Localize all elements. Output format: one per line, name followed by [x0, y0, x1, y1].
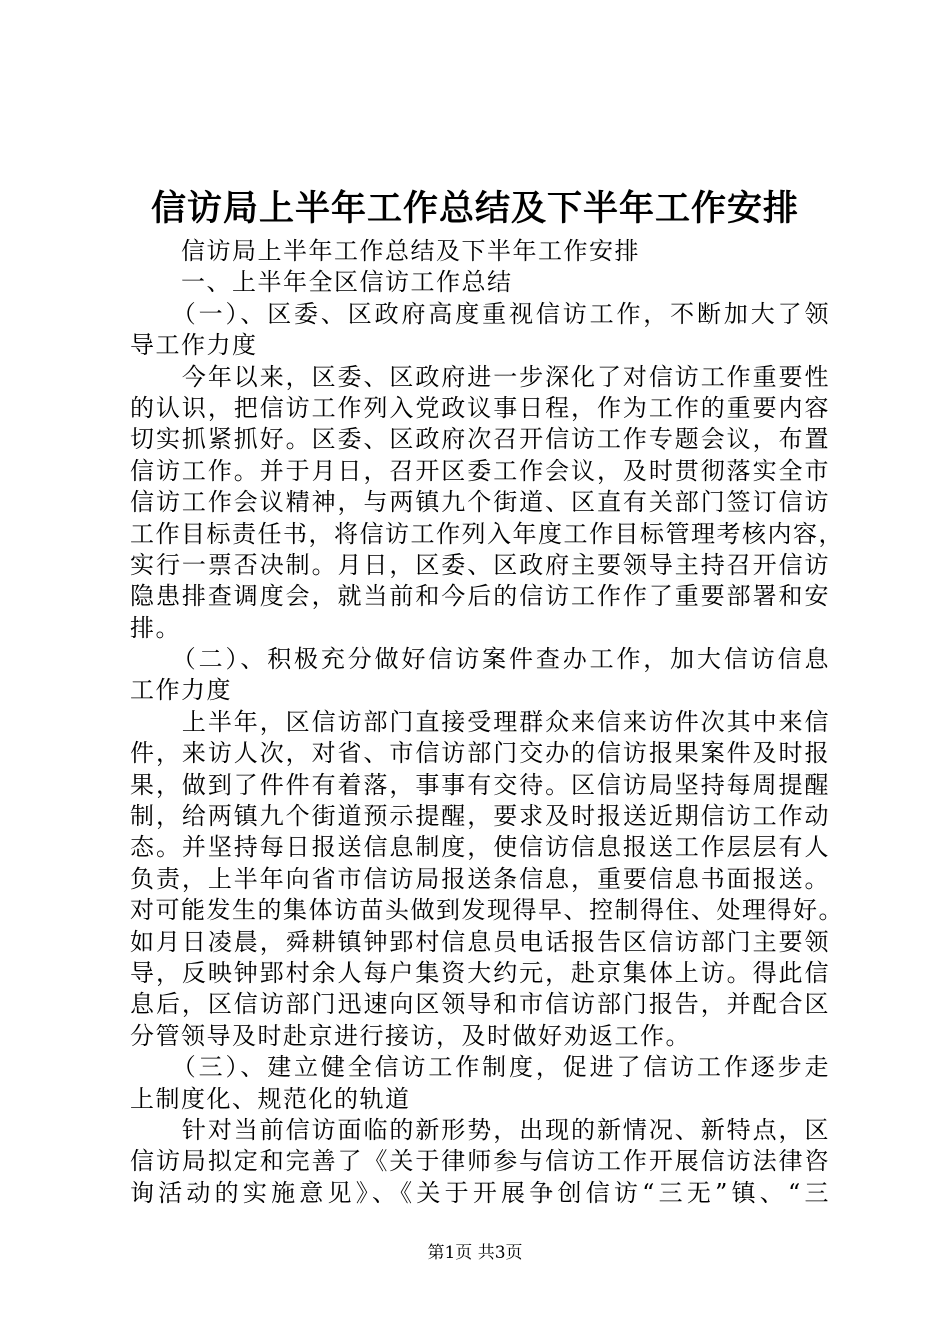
body-line: 件，来访人次，对省、市信访部门交办的信访报果案件及时报	[130, 739, 830, 768]
body-line: 对可能发生的集体访苗头做到发现得早、控制得住、处理得好。	[130, 896, 844, 925]
body-line: 的认识，把信访工作列入党政议事日程，作为工作的重要内容	[130, 393, 830, 422]
body-line: 果，做到了件件有着落，事事有交待。区信访局坚持每周提醒	[130, 770, 830, 799]
body-line: （一）、区委、区政府高度重视信访工作，不断加大了领	[130, 299, 830, 328]
body-line: 一、上半年全区信访工作总结	[130, 268, 513, 297]
body-line: 制，给两镇九个街道预示提醒，要求及时报送近期信访工作动	[130, 802, 830, 831]
body-line: 上半年，区信访部门直接受理群众来信来访件次其中来信	[130, 707, 830, 736]
body-line: 态。并坚持每日报送信息制度，使信访信息报送工作层层有人	[130, 833, 830, 862]
body-line: 导工作力度	[130, 331, 258, 360]
body-line: 询活动的实施意见》、《关于开展争创信访“三无”镇、“三	[130, 1178, 830, 1207]
body-line: （二）、积极充分做好信访案件查办工作，加大信访信息	[130, 645, 830, 674]
body-line: 信访局上半年工作总结及下半年工作安排	[130, 237, 640, 265]
document-body	[130, 236, 844, 1209]
body-line: 如月日凌晨，舜耕镇钟郢村信息员电话报告区信访部门主要领	[130, 927, 830, 956]
body-line: 工作目标责任书，将信访工作列入年度工作目标管理考核内容，	[130, 519, 844, 548]
body-line: 息后，区信访部门迅速向区领导和市信访部门报告，并配合区	[130, 990, 830, 1019]
body-line: 排。	[130, 613, 181, 642]
body-line: 信访工作会议精神，与两镇九个街道、区直有关部门签订信访	[130, 488, 830, 517]
document-title: 信访局上半年工作总结及下半年工作安排	[150, 188, 799, 229]
body-line: 今年以来，区委、区政府进一步深化了对信访工作重要性	[130, 362, 830, 391]
body-line: 信访工作。并于月日，召开区委工作会议，及时贯彻落实全市	[130, 456, 830, 485]
body-line: 信访局拟定和完善了《关于律师参与信访工作开展信访法律咨	[130, 1147, 830, 1176]
body-line: 工作力度	[130, 676, 232, 705]
body-line: 上制度化、规范化的轨道	[130, 1084, 411, 1113]
body-line: 切实抓紧抓好。区委、区政府次召开信访工作专题会议，布置	[130, 425, 830, 454]
page-footer: 第1页 共3页	[427, 1243, 523, 1263]
body-line: 导，反映钟郢村余人每户集资大约元，赴京集体上访。得此信	[130, 958, 830, 987]
body-line: 负责，上半年向省市信访局报送条信息，重要信息书面报送。	[130, 864, 830, 893]
body-line: 隐患排查调度会，就当前和今后的信访工作作了重要部署和安	[130, 582, 830, 611]
body-line: 针对当前信访面临的新形势，出现的新情况、新特点，区	[130, 1115, 830, 1144]
body-line: 实行一票否决制。月日，区委、区政府主要领导主持召开信访	[130, 550, 830, 579]
body-line: （三）、建立健全信访工作制度，促进了信访工作逐步走	[130, 1053, 830, 1082]
body-line: 分管领导及时赴京进行接访，及时做好劝返工作。	[130, 1021, 691, 1050]
